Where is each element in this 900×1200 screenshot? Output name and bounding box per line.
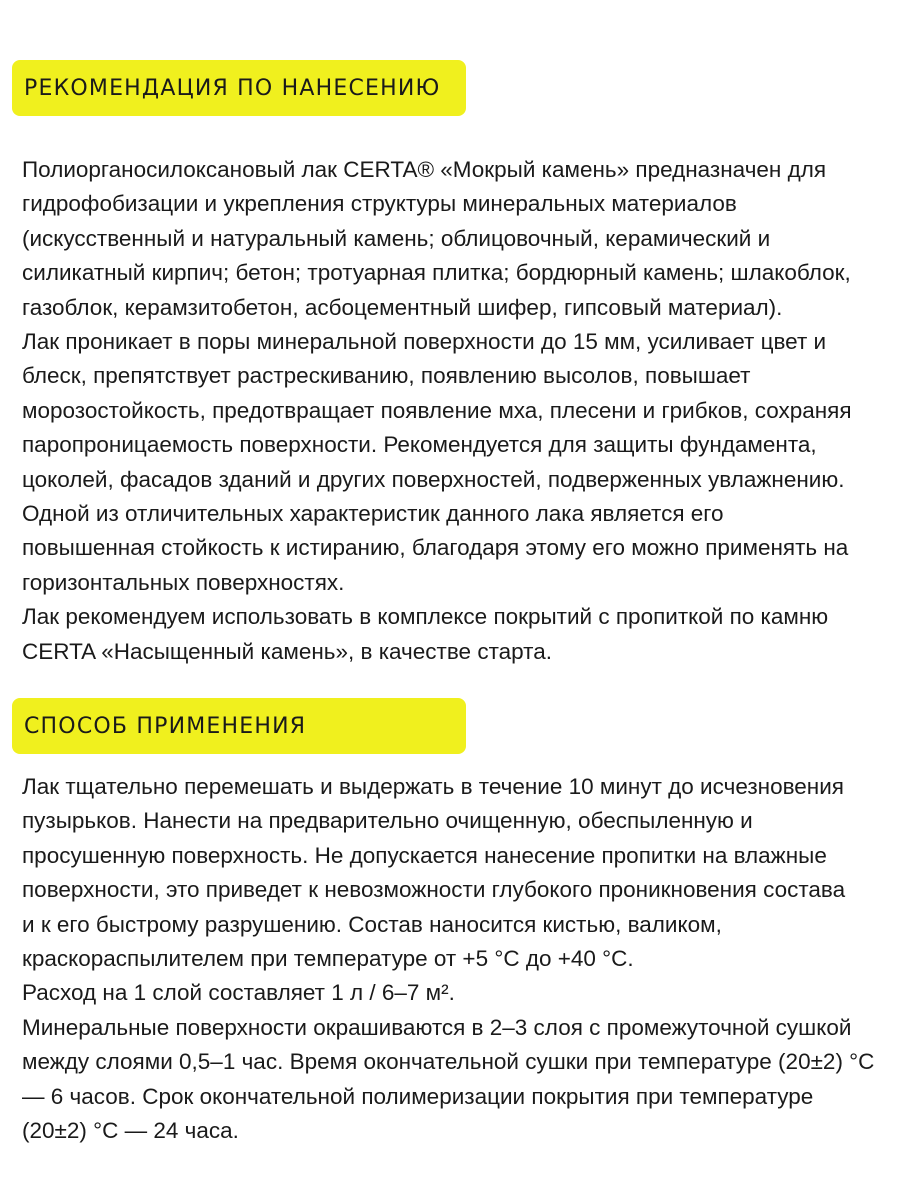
paragraph-line: газоблок, керамзитобетон, асбоцементный шифер, гипсовый материал). <box>22 294 783 320</box>
paragraph-line: поверхности, это приведет к невозможности глубокого проникновения состава <box>22 877 846 903</box>
paragraph-line: (искусственный и натуральный камень; облицовочный, керамический и <box>22 225 771 251</box>
recommendation-heading-badge <box>12 60 466 116</box>
paragraph-line: горизонтальных поверхностях. <box>22 569 345 595</box>
paragraph-line: Лак тщательно перемешать и выдержать в течение 10 минут до исчезновения <box>22 774 844 799</box>
paragraph-line: краскораспылителем при температуре от +5 °С до +40 °С. <box>22 946 634 972</box>
recommendation-body <box>22 153 888 669</box>
paragraph-line: паропроницаемость поверхности. Рекомендуется для защиты фундамента, <box>22 432 817 458</box>
recommendation-section <box>0 60 900 669</box>
paragraph-line: цоколей, фасадов зданий и других поверхностей, подверженных увлажнению. <box>22 466 845 492</box>
paragraph-line: гидрофобизации и укрепления структуры минеральных материалов <box>22 191 737 217</box>
paragraph-line: Лак рекомендуем использовать в комплексе покрытий с пропиткой по камню <box>22 604 829 630</box>
paragraph-line: — 6 часов. Срок окончательной полимеризации покрытия при температуре <box>22 1083 814 1109</box>
paragraph-line: CERTA «Насыщенный камень», в качестве старта. <box>22 638 552 664</box>
paragraph-line: Одной из отличительных характеристик данного лака является его <box>22 501 724 527</box>
paragraph-line: и к его быстрому разрушению. Состав наносится кистью, валиком, <box>22 911 722 937</box>
paragraph-line: просушенную поверхность. Не допускается нанесение пропитки на влажные <box>22 842 827 868</box>
paragraph-line: Расход на 1 слой составляет 1 л / 6–7 м². <box>22 980 455 1006</box>
paragraph-line: (20±2) °С — 24 часа. <box>22 1118 239 1144</box>
recommendation-heading: РЕКОМЕНДАЦИЯ ПО НАНЕСЕНИЮ <box>24 75 441 101</box>
application-body <box>22 770 888 1148</box>
paragraph-line: силикатный кирпич; бетон; тротуарная плитка; бордюрный камень; шлакоблок, <box>22 260 851 286</box>
paragraph-line: Лак проникает в поры минеральной поверхности до 15 мм, усиливает цвет и <box>22 329 827 355</box>
paragraph-line: блеск, препятствует растрескиванию, появлению высолов, повышает <box>22 363 751 389</box>
paragraph-line: Полиорганосилоксановый лак CERTA® «Мокрый камень» предназначен для <box>22 157 827 182</box>
paragraph-line: Минеральные поверхности окрашиваются в 2–3 слоя с промежуточной сушкой <box>22 1014 852 1040</box>
paragraph-line: морозостойкость, предотвращает появление мха, плесени и грибков, сохраняя <box>22 397 852 423</box>
application-heading: СПОСОБ ПРИМЕНЕНИЯ <box>24 713 307 739</box>
paragraph-line: повышенная стойкость к истиранию, благодаря этому его можно применять на <box>22 535 849 561</box>
paragraph-line: пузырьков. Нанести на предварительно очищенную, обеспыленную и <box>22 808 753 834</box>
application-section <box>0 698 900 1148</box>
paragraph-line: между слоями 0,5–1 час. Время окончательной сушки при температуре (20±2) °С <box>22 1049 875 1075</box>
application-heading-badge <box>12 698 466 754</box>
